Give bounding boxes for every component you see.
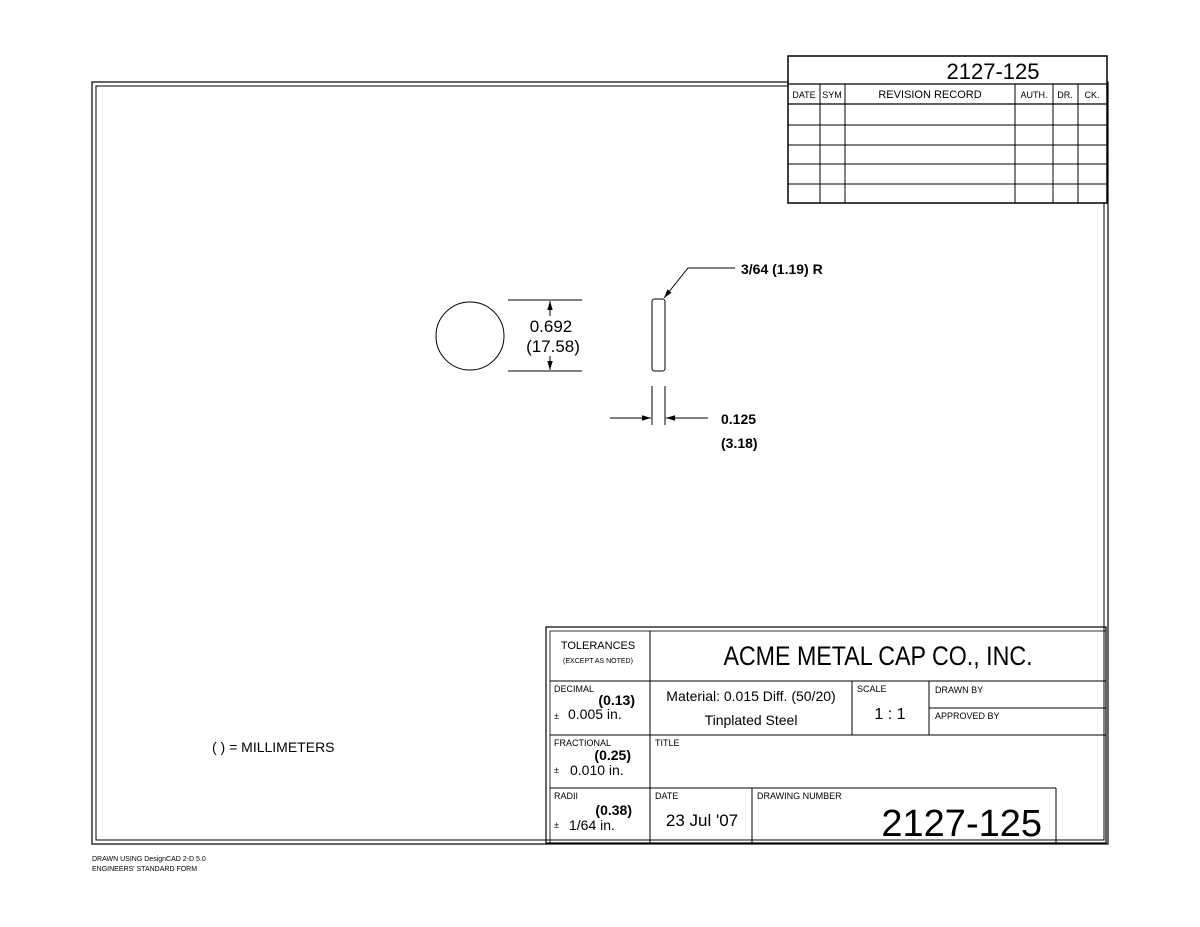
footer-line-2: ENGINEERS' STANDARD FORM [92,866,198,873]
material-line-2: Tinplated Steel [704,712,798,728]
decimal-label: DECIMAL [554,684,595,694]
decimal-plus-minus: ± [554,711,559,721]
revision-block [788,56,1107,203]
material-line-1: Material: 0.015 Diff. (50/20) [666,688,836,704]
fractional-plus-minus: ± [554,765,559,775]
drawing-number-label: DRAWING NUMBER [757,791,842,801]
units-note: ( ) = MILLIMETERS [212,739,335,755]
radii-inch: 1/64 in. [569,817,615,833]
radius-leader [664,268,735,298]
radii-label: RADII [554,791,579,801]
front-view [436,300,582,371]
radius-label: 3/64 (1.19) R [741,261,823,277]
rev-header-sym: SYM [822,90,842,100]
radii-mm: (0.38) [595,802,632,818]
diameter-inch-label: 0.692 [529,317,573,336]
rev-header-record: REVISION RECORD [878,89,982,101]
approved-by-label: APPROVED BY [935,711,1000,721]
fractional-inch: 0.010 in. [570,762,624,778]
title-label: TITLE [655,738,680,748]
radii-plus-minus: ± [554,820,559,830]
rev-header-date: DATE [792,90,816,100]
side-view [610,261,823,451]
company-name: ACME METAL CAP CO., INC. [723,641,1033,672]
fractional-mm: (0.25) [594,747,631,763]
fractional-label: FRACTIONAL [554,738,612,748]
drawn-by-label: DRAWN BY [935,685,984,695]
title-block [546,627,1106,845]
diameter-mm-label: (17.58) [526,337,580,356]
drawing-number: 2127-125 [881,803,1042,845]
decimal-mm: (0.13) [598,692,635,708]
rev-header-auth: AUTH. [1020,90,1048,100]
date-label: DATE [655,791,679,801]
tolerances-subtitle: (EXCEPT AS NOTED) [563,658,633,665]
footer-line-1: DRAWN USING DesignCAD 2-D 5.0 [92,856,206,863]
rev-header-ck: CK. [1084,90,1100,100]
rev-header-dr: DR. [1057,90,1073,100]
scale-value: 1 : 1 [874,706,906,723]
tolerances-title: TOLERANCES [560,640,636,652]
part-circle [436,302,504,370]
scale-label: SCALE [857,684,887,694]
date-value: 23 Jul '07 [665,811,739,830]
revision-block-number: 2127-125 [946,59,1040,84]
part-side-profile [652,299,665,371]
decimal-inch: 0.005 in. [568,706,622,722]
thickness-inch-label: 0.125 [721,411,757,427]
thickness-mm-label: (3.18) [721,435,758,451]
